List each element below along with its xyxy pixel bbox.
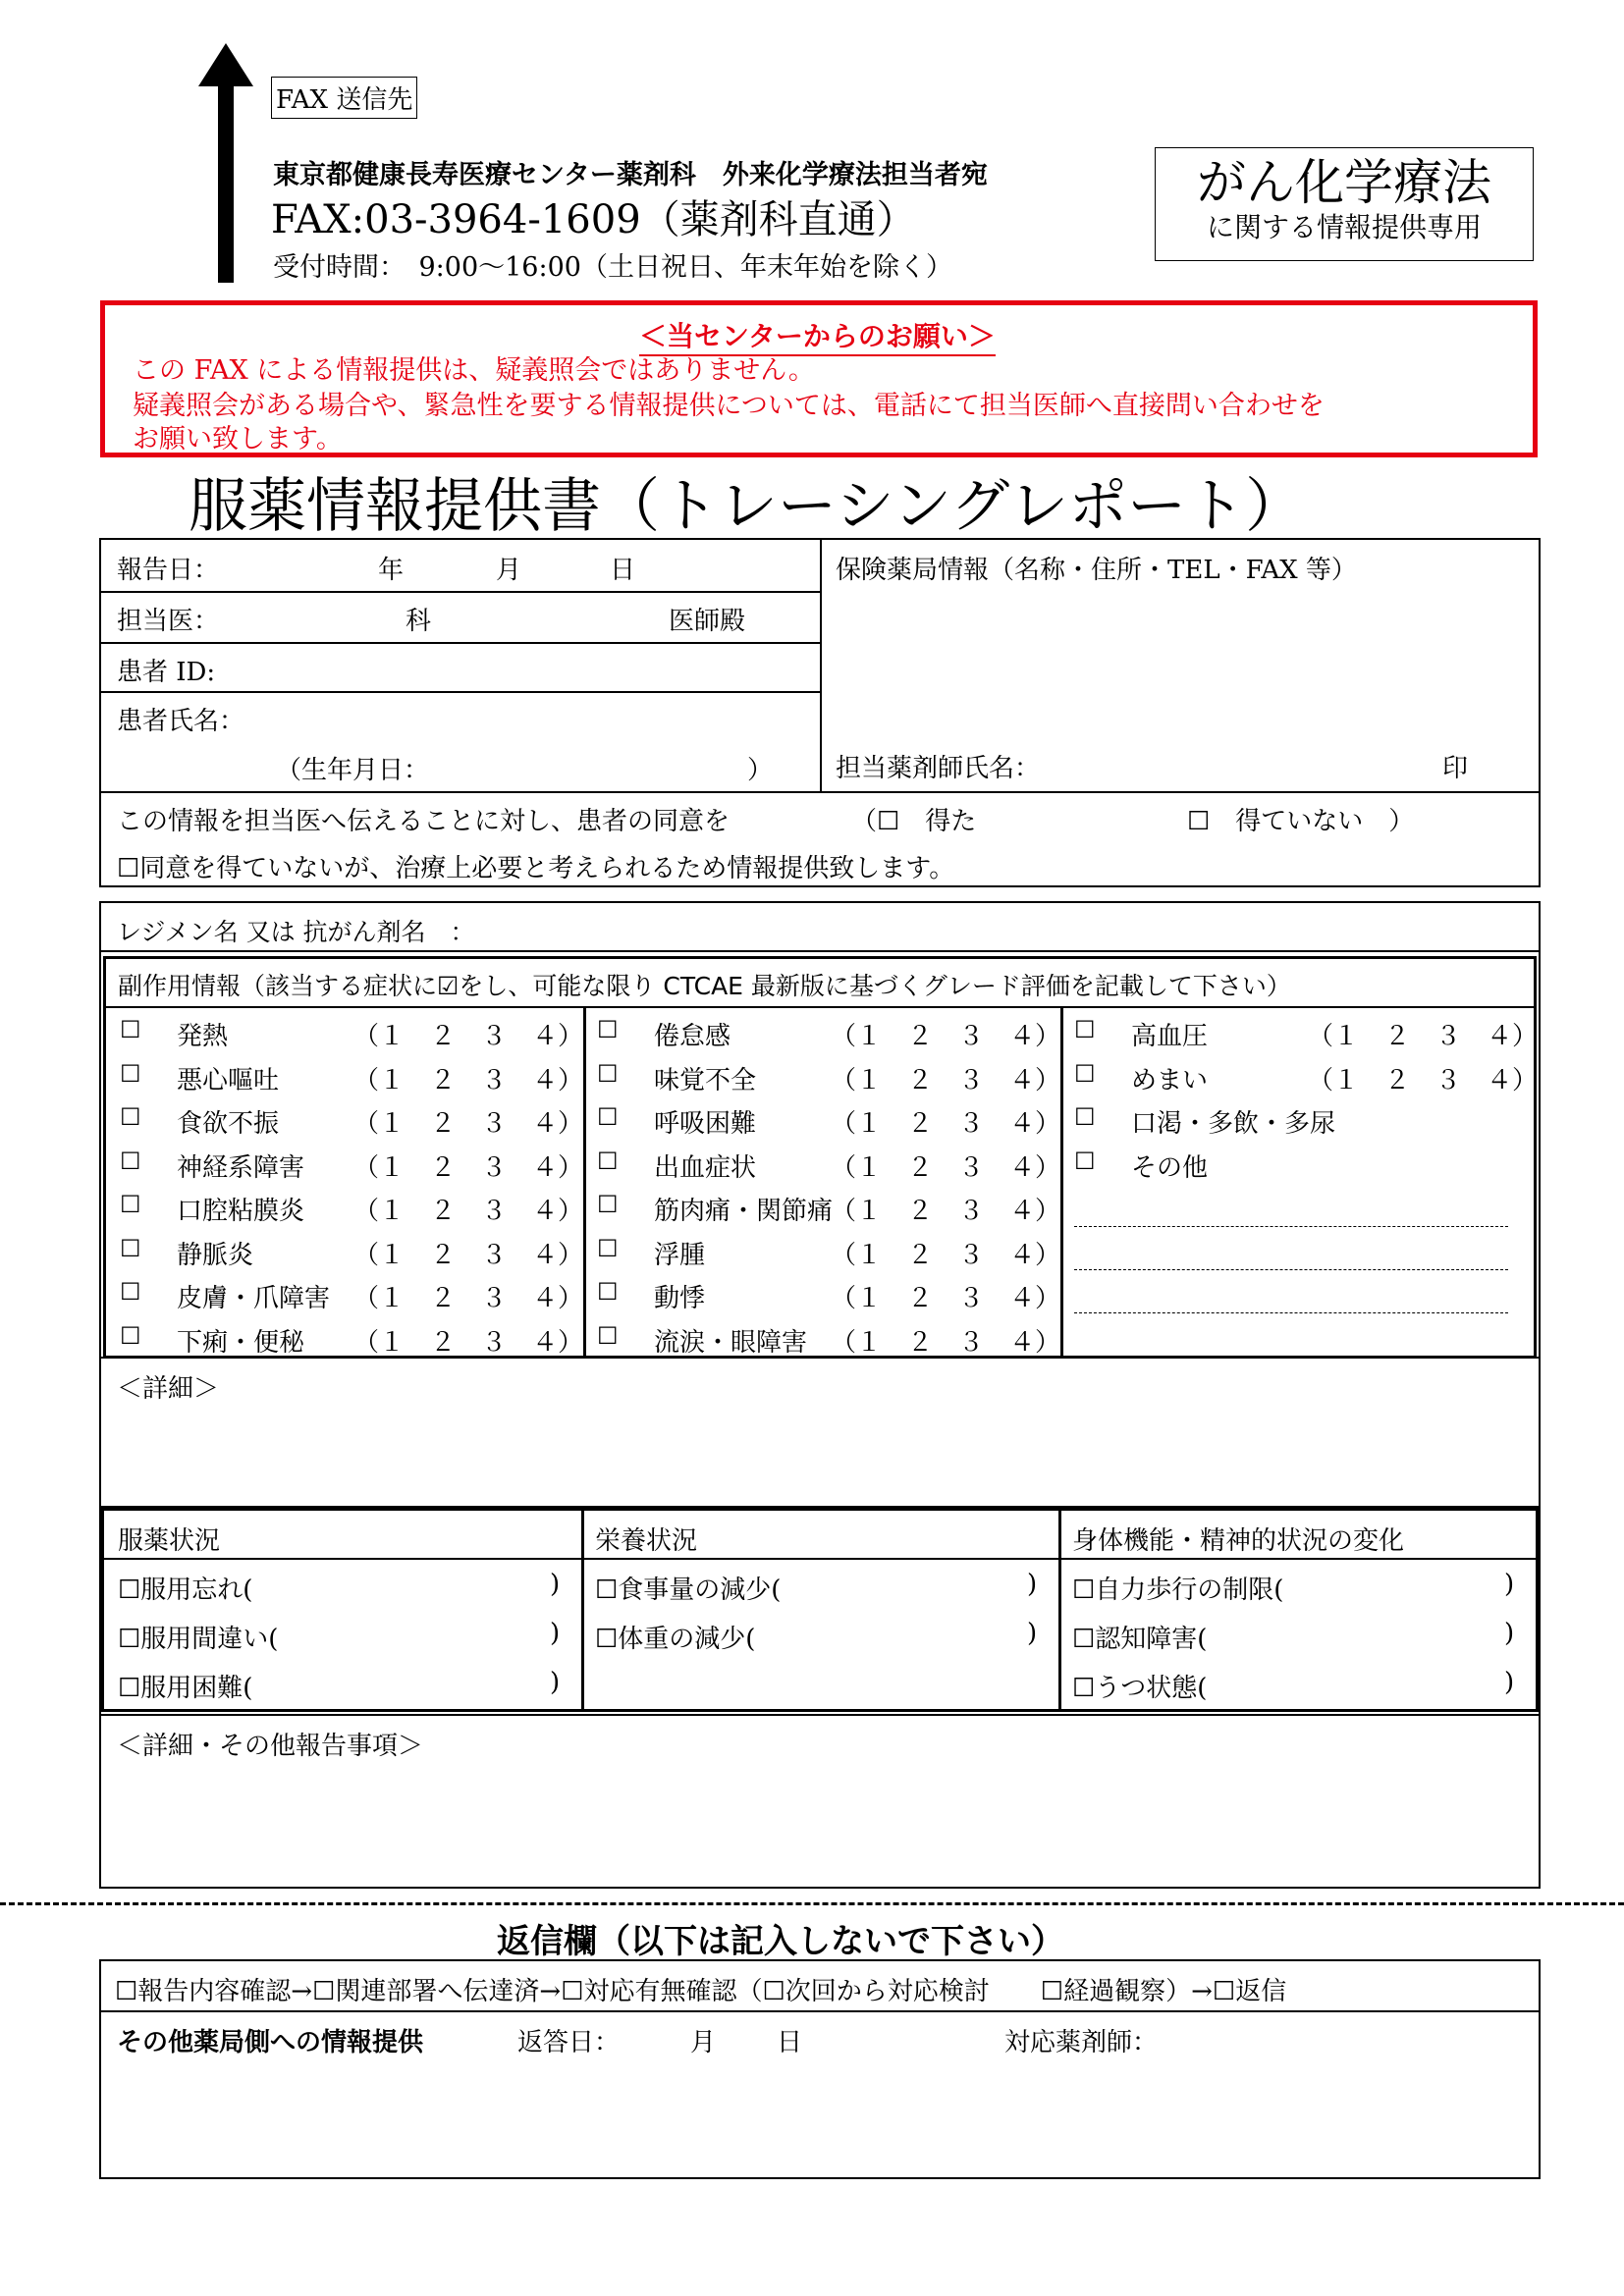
grade-scale[interactable]: （１ ２ ３ ４） [831, 1197, 1061, 1226]
checkbox-icon[interactable]: ☐ [1074, 1103, 1096, 1131]
status-close-1c: ) [550, 1668, 561, 1697]
doctor-label: 担当医： [117, 607, 220, 636]
other-detail-box [99, 1716, 1541, 1889]
side-effect-label: 出血症状 [654, 1152, 757, 1183]
grade-scale[interactable]: （１ ２ ３ ４） [831, 1109, 1061, 1139]
side-effects-detail-box [99, 1359, 1541, 1508]
side-effect-label: めまい [1131, 1065, 1209, 1095]
birth-date-close: ） [747, 756, 774, 785]
grade-scale[interactable]: （１ ２ ３ ４） [831, 1152, 1061, 1183]
reply-title: 返信欄（以下は記入しないで下さい） [497, 1922, 1064, 1961]
status-close-3a: ) [1504, 1570, 1515, 1599]
checkbox-icon[interactable]: ☐ [597, 1147, 619, 1175]
grade-scale[interactable]: （１ ２ ３ ４） [353, 1284, 584, 1313]
wrong-dose-option[interactable]: ☐服用間違い( [118, 1625, 279, 1654]
side-effect-label: 倦怠感 [654, 1022, 731, 1051]
pharmacy-info-label: 保険薬局情報（名称・住所・TEL・FAX 等） [836, 556, 1357, 585]
reply-day-label: 日 [777, 2028, 803, 2057]
consent-not-obtained-option[interactable]: ☐同意を得ていないが、治療上必要と考えられるため情報提供致します。 [117, 854, 955, 883]
side-effect-label: 下痢・便秘 [177, 1327, 305, 1358]
grade-scale[interactable]: （１ ２ ３ ４） [353, 1197, 584, 1226]
checkbox-icon[interactable]: ☐ [1074, 1016, 1096, 1043]
checkbox-icon[interactable]: ☐ [597, 1059, 619, 1088]
side-effects-frame [103, 956, 1537, 1359]
chemotherapy-badge [1155, 147, 1534, 261]
doctor-suffix-label: 医師殿 [669, 607, 746, 636]
weight-loss-option[interactable]: ☐体重の減少( [595, 1625, 756, 1654]
missed-dose-option[interactable]: ☐服用忘れ( [118, 1575, 253, 1605]
patient-name-label: 患者氏名： [117, 707, 245, 736]
checkbox-icon[interactable]: ☐ [120, 1321, 141, 1350]
depression-option[interactable]: ☐うつ状態( [1072, 1674, 1208, 1703]
grade-scale[interactable]: （１ ２ ３ ４） [353, 1327, 584, 1358]
notice-box [100, 300, 1538, 457]
grade-scale[interactable]: （１ ２ ３ ４） [1308, 1065, 1539, 1095]
badge-title: がん化学療法 [1197, 154, 1491, 211]
report-month-label: 月 [496, 556, 522, 585]
grade-scale[interactable]: （１ ２ ３ ４） [831, 1327, 1061, 1358]
checkbox-icon[interactable]: ☐ [1074, 1147, 1096, 1175]
reply-flow[interactable]: ☐報告内容確認→☐関連部署へ伝達済→☐対応有無確認（☐次回から対応検討 ☐経過観察）→☐返信 [115, 1977, 1287, 2006]
grade-scale[interactable]: （１ ２ ３ ４） [1308, 1022, 1539, 1051]
pharmacist-name-label: 担当薬剤師氏名： [836, 754, 1041, 783]
fax-number: FAX:03-3964-1609（薬剤科直通） [271, 197, 916, 242]
other-line-2 [1074, 1269, 1508, 1270]
report-date-label: 報告日： [117, 556, 220, 585]
notice-title: ＜当センターからのお願い＞ [639, 315, 996, 356]
side-effect-label: 神経系障害 [177, 1152, 305, 1183]
checkbox-icon[interactable]: ☐ [120, 1059, 141, 1088]
side-effect-label: 皮膚・爪障害 [177, 1284, 331, 1313]
side-effect-label: 食欲不振 [177, 1109, 280, 1139]
side-effect-label: 動悸 [654, 1284, 706, 1313]
checkbox-icon[interactable]: ☐ [597, 1016, 619, 1043]
other-line-3 [1074, 1312, 1508, 1313]
consent-yes-option[interactable]: （☐ 得た [851, 807, 977, 836]
other-line-1 [1074, 1226, 1508, 1227]
consent-no-option[interactable]: ☐ 得ていない ） [1187, 807, 1415, 836]
notice-line-3: お願い致します。 [133, 424, 343, 454]
reply-pharmacist-label: 対応薬剤師： [1004, 2028, 1159, 2057]
patient-id-label: 患者 ID: [117, 658, 216, 687]
header-table [99, 538, 1541, 793]
consent-text: この情報を担当医へ伝えることに対し、患者の同意を [117, 807, 731, 836]
grade-scale[interactable]: （１ ２ ３ ４） [353, 1152, 584, 1183]
reply-date-label: 返答日： [517, 2028, 621, 2057]
checkbox-icon[interactable]: ☐ [120, 1191, 141, 1218]
report-year-label: 年 [378, 556, 405, 585]
notice-line-1: この FAX による情報提供は、疑義照会ではありません。 [133, 355, 815, 386]
difficulty-taking-option[interactable]: ☐服用困難( [118, 1674, 253, 1703]
notice-line-2: 疑義照会がある場合や、緊急性を要する情報提供については、電話にて担当医師へ直接問い合わせを [133, 391, 1325, 421]
reception-hours: 受付時間： 9:00～16:00（土日祝日、年末年始を除く） [273, 252, 952, 283]
reply-info-label: その他薬局側への情報提供 [117, 2028, 424, 2057]
side-effect-label: 浮腫 [654, 1240, 706, 1270]
status-close-1a: ) [550, 1570, 561, 1599]
cut-line [0, 1902, 1624, 1905]
side-effect-label: 呼吸困難 [654, 1109, 757, 1139]
other-detail-label: ＜詳細・その他報告事項＞ [117, 1732, 424, 1761]
side-effects-header: 副作用情報（該当する症状に☑をし、可能な限り CTCAE 最新版に基づくグレード評価を記載して下さい） [118, 972, 1291, 1000]
grade-scale[interactable]: （１ ２ ３ ４） [831, 1022, 1061, 1051]
badge-subtitle: に関する情報提供専用 [1206, 211, 1482, 243]
nutrition-status-title: 栄養状況 [595, 1526, 698, 1556]
physical-status-title: 身体機能・精神的状況の変化 [1072, 1526, 1405, 1556]
document-title: 服薬情報提供書（トレーシングレポート） [189, 472, 1305, 541]
checkbox-icon[interactable]: ☐ [1074, 1059, 1096, 1088]
checkbox-icon[interactable]: ☐ [597, 1321, 619, 1350]
grade-scale[interactable]: （１ ２ ３ ４） [353, 1065, 584, 1095]
side-effect-label: 高血圧 [1131, 1022, 1209, 1051]
recipient: 東京都健康長寿医療センター薬剤科 外来化学療法担当者宛 [273, 160, 988, 190]
status-close-2b: ) [1027, 1619, 1038, 1648]
consent-section [99, 791, 1541, 887]
medication-status-title: 服薬状況 [118, 1526, 221, 1556]
regimen-label: レジメン名 又は 抗がん剤名 ： [117, 918, 475, 946]
grade-scale[interactable]: （１ ２ ３ ４） [831, 1284, 1061, 1313]
checkbox-icon[interactable]: ☐ [120, 1016, 141, 1043]
seal-label: 印 [1442, 754, 1469, 783]
side-effect-label: 口腔粘膜炎 [177, 1197, 305, 1226]
side-effects-section [99, 952, 1541, 1359]
side-effect-label: 口渇・多飲・多尿 [1131, 1109, 1336, 1139]
checkbox-icon[interactable]: ☐ [597, 1103, 619, 1131]
checkbox-icon[interactable]: ☐ [597, 1278, 619, 1306]
fax-label: FAX 送信先 [271, 77, 417, 119]
grade-scale[interactable]: （１ ２ ３ ４） [353, 1240, 584, 1270]
status-close-3c: ) [1504, 1668, 1515, 1697]
side-effect-label: 悪心嘔吐 [177, 1065, 280, 1095]
reduced-food-intake-option[interactable]: ☐食事量の減少( [595, 1575, 782, 1605]
side-effect-label: その他 [1131, 1152, 1209, 1183]
reply-section [99, 1959, 1541, 2179]
grade-scale[interactable]: （１ ２ ３ ４） [831, 1065, 1061, 1095]
birth-date-label: （生年月日： [276, 756, 430, 785]
arrow-up-icon [196, 43, 255, 283]
checkbox-icon[interactable]: ☐ [597, 1234, 619, 1262]
grade-scale[interactable]: （１ ２ ３ ４） [353, 1022, 584, 1051]
cognitive-impairment-option[interactable]: ☐認知障害( [1072, 1625, 1208, 1654]
side-effects-detail-label: ＜詳細＞ [117, 1374, 220, 1404]
status-close-3b: ) [1504, 1619, 1515, 1648]
report-day-label: 日 [610, 556, 636, 585]
checkbox-icon[interactable]: ☐ [120, 1103, 141, 1131]
grade-scale[interactable]: （１ ２ ３ ４） [353, 1109, 584, 1139]
checkbox-icon[interactable]: ☐ [120, 1147, 141, 1175]
side-effect-label: 味覚不全 [654, 1065, 757, 1095]
dept-label: 科 [406, 607, 432, 636]
side-effect-label: 発熱 [177, 1022, 229, 1051]
side-effect-label: 筋肉痛・関節痛 [654, 1197, 834, 1226]
side-effect-label: 静脈炎 [177, 1240, 254, 1270]
status-close-1b: ) [550, 1619, 561, 1648]
reply-month-label: 月 [690, 2028, 717, 2057]
status-section [99, 1508, 1541, 1716]
grade-scale[interactable]: （１ ２ ３ ４） [831, 1240, 1061, 1270]
checkbox-icon[interactable]: ☐ [120, 1234, 141, 1262]
side-effect-label: 流涙・眼障害 [654, 1327, 808, 1358]
walking-limitation-option[interactable]: ☐自力歩行の制限( [1072, 1575, 1284, 1605]
checkbox-icon[interactable]: ☐ [120, 1278, 141, 1306]
regimen-row [99, 901, 1541, 952]
checkbox-icon[interactable]: ☐ [597, 1191, 619, 1218]
status-close-2a: ) [1027, 1570, 1038, 1599]
